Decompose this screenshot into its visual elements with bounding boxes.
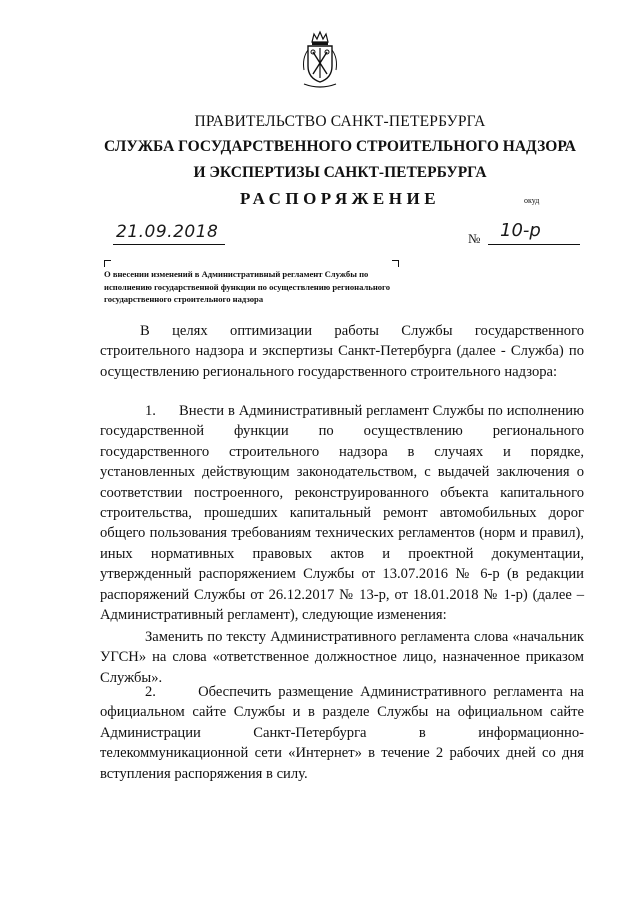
subject-corner-right: [392, 260, 399, 267]
okud-label: окуд: [524, 196, 540, 205]
service-title-line2: И ЭКСПЕРТИЗЫ САНКТ-ПЕТЕРБУРГА: [193, 164, 487, 181]
document-number: 10-р: [500, 220, 541, 241]
subject-corner-left: [104, 260, 111, 267]
number-underline: [488, 244, 580, 245]
date-underline: [113, 244, 225, 245]
document-type: РАСПОРЯЖЕНИЕ: [239, 189, 441, 208]
number-label: №: [468, 231, 481, 246]
document-date: 21.09.2018: [116, 222, 219, 242]
item-2-paragraph: 2. Обеспечить размещение Административного регламента на официальном сайте Службы и в разделе Службы на официальном сайте Администрации Санкт-Петербурга в информационно-телекоммуникационной сети «Интернет» в течение 2 рабочих дней со дня вступления распоряжения в силу.: [100, 684, 584, 782]
document-subject: О внесении изменений в Административный регламент Службы по исполнению государственной функции по осуществлению регионального государственного строительного надзора: [104, 269, 391, 304]
item-1-paragraph: 1. Внести в Административный регламент Службы по исполнению государственной функции по осуществлению регионального государственного строительного надзора в случаях и порядке, установленных действующим законодательством, с выдачей заключения о соответствии построенного, реконструированного объекта капитального строительства, прошедших капитальный ремонт автомобильных дорог общего пользования требованиям технических регламентов (норм и правил), иных нормативных правовых актов и проектной документации, утвержденный распоряжением Службы от 13.07.2016 № 6-р (в редакции распоряжений Службы от 26.12.2017 № 13-р, от 18.01.2018 № 1-р) (далее – Административный регламент), следующие изменения:: [100, 403, 584, 624]
service-title-line1: СЛУЖБА ГОСУДАРСТВЕННОГО СТРОИТЕЛЬНОГО НАДЗОРА: [103, 138, 577, 155]
item-1-change-paragraph: Заменить по тексту Административного регламента слова «начальник УГСН» на слова «ответственное должностное лицо, назначенное приказом Службы».: [100, 629, 584, 686]
government-title: ПРАВИТЕЛЬСТВО САНКТ-ПЕТЕРБУРГА: [194, 113, 486, 130]
intro-paragraph: В целях оптимизации работы Службы государственного строительного надзора и экспертизы Санкт-Петербурга (далее - Служба) по осуществлению регионального государственного строительного надзора:: [100, 323, 584, 380]
spb-coat-of-arms-icon: [298, 30, 342, 92]
